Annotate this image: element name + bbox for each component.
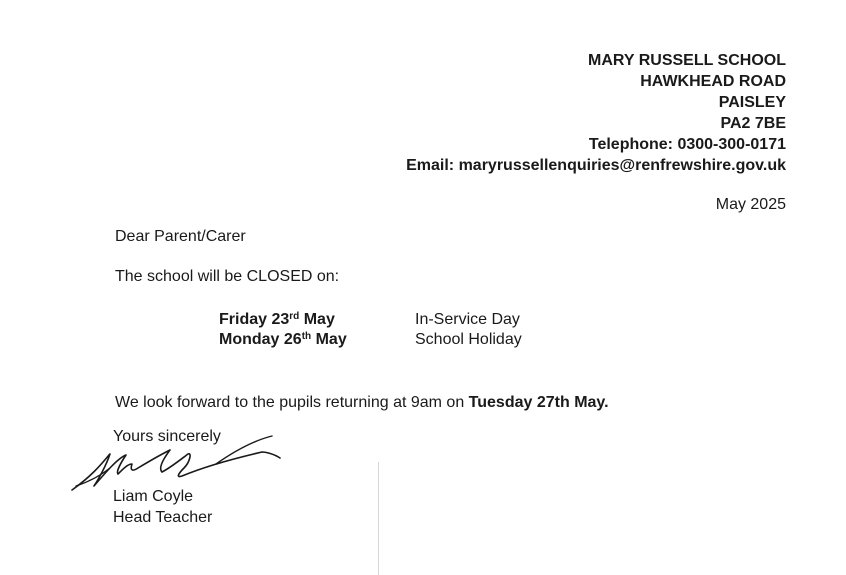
school-postcode: PA2 7BE [720, 115, 786, 132]
closure-day: Monday 26th May [219, 331, 347, 348]
school-email: Email: maryrussellenquiries@renfrewshire.gov.uk [406, 157, 786, 174]
school-name: MARY RUSSELL SCHOOL [588, 52, 786, 69]
signatory-title: Head Teacher [113, 509, 213, 526]
closure-reason: In-Service Day [415, 311, 520, 328]
school-address-block [406, 50, 786, 176]
closure-intro: The school will be CLOSED on: [115, 268, 340, 285]
closure-row [219, 330, 522, 350]
closure-day: Friday 23rd May [219, 311, 335, 328]
closure-table [219, 310, 522, 350]
closure-reason: School Holiday [415, 331, 522, 348]
fold-line [378, 462, 379, 575]
school-town: PAISLEY [718, 94, 786, 111]
signatory-name: Liam Coyle [113, 488, 194, 505]
school-road: HAWKHEAD ROAD [640, 73, 786, 90]
closing: Yours sincerely [113, 428, 221, 445]
return-date: Tuesday 27th May. [468, 394, 609, 411]
letter-date: May 2025 [715, 196, 786, 213]
return-sentence: We look forward to the pupils returning at 9am on Tuesday 27th May. [115, 394, 609, 411]
closure-row [219, 310, 522, 330]
school-telephone: Telephone: 0300-300-0171 [588, 136, 786, 153]
salutation: Dear Parent/Carer [115, 228, 246, 245]
